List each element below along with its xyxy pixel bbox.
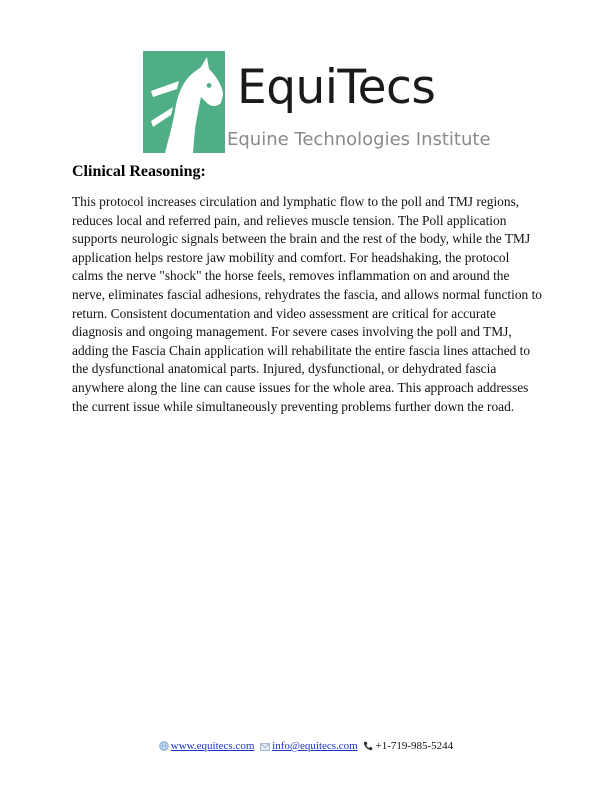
body-paragraph: This protocol increases circulation and lymphatic flow to the poll and TMJ regions, reduces local and referred pain, and relieves muscle tension. The Poll application supports neurologic signals between the brain and the rest of the body, while the TMJ application helps restore jaw mobility and comfort. For headshaking, the protocol calms the nerve "shock" the horse feels, removes inflammation on and around the nerve, eliminates fascial adhesions, rehydrates the fascia, and allows normal function to return. Consistent documentation and video assessment are critical for accurate diagnosis and ongoing management. For severe cases involving the poll and TMJ, adding the Fascia Chain application will rehabilitate the entire fascia lines attached to the dysfunctional anatomical parts. Injured, dysfunctional, or dehydrated fascia anywhere along the line can cause issues for the whole area. This approach addresses the current issue while simultaneously preventing problems further down the road. xyxy=(72,194,542,414)
horse-head-logo-icon xyxy=(143,51,225,153)
email-link[interactable]: info@equitecs.com xyxy=(272,740,358,752)
logo-tagline: Equine Technologies Institute xyxy=(227,129,491,150)
envelope-icon xyxy=(260,741,270,755)
logo-wordmark: EquiTecs xyxy=(237,60,436,115)
company-logo xyxy=(141,49,491,157)
section-heading: Clinical Reasoning: xyxy=(72,163,206,180)
globe-icon xyxy=(159,741,169,755)
phone-icon xyxy=(363,741,373,755)
footer-contact xyxy=(0,739,612,755)
phone-number: +1-719-985-5244 xyxy=(375,740,454,752)
website-link[interactable]: www.equitecs.com xyxy=(170,740,255,752)
